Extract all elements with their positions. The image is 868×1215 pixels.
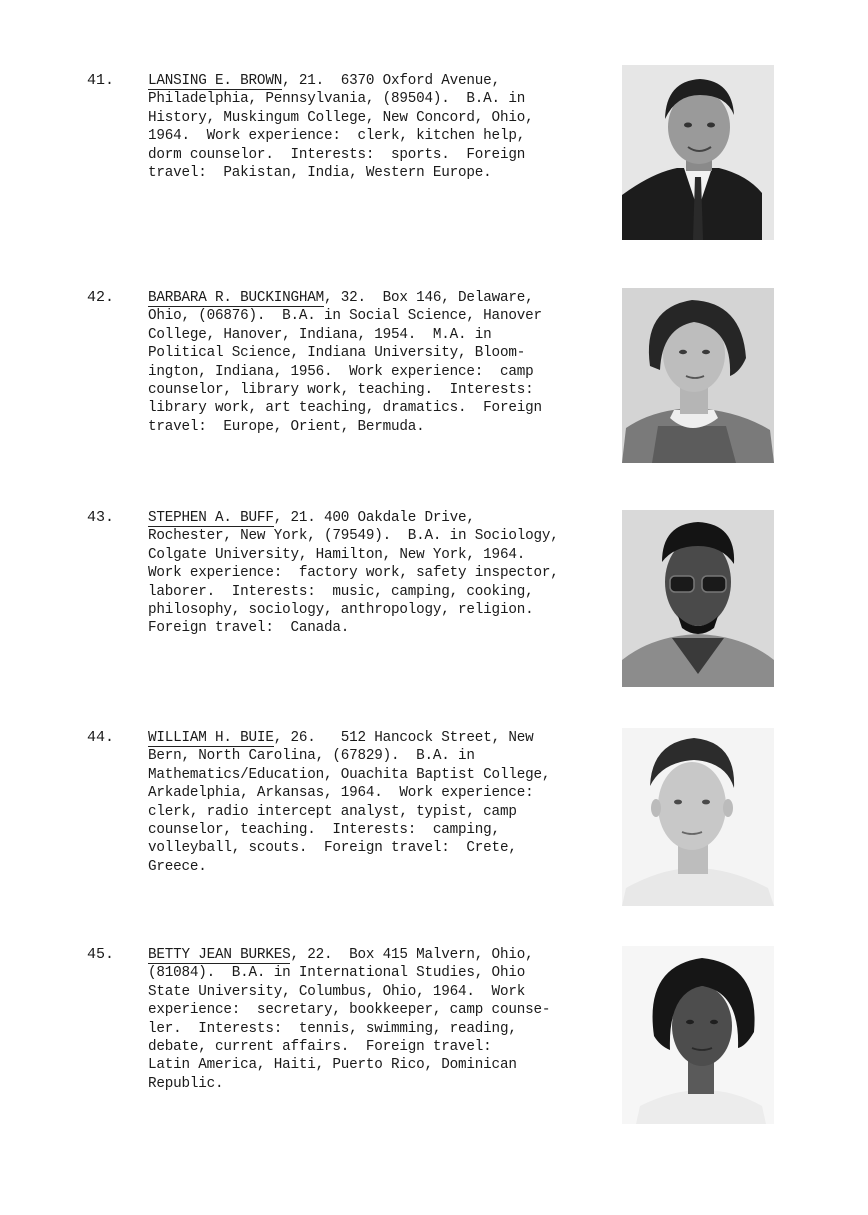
entry-line: Work experience: factory work, safety inspector, [148,565,559,582]
entry-line: travel: Pakistan, India, Western Europe. [148,165,492,182]
person-name: BARBARA R. BUCKINGHAM [148,290,324,306]
entry-text [148,289,598,436]
entry-line: Political Science, Indiana University, Bloom- [148,345,526,362]
entry-line: History, Muskingum College, New Concord, Ohio, [148,109,534,126]
entry-line: Rochester, New York, (79549). B.A. in Sociology, [148,528,559,545]
entry-number: 41. [87,72,115,89]
entry-line: Republic. [148,1075,224,1092]
entry-line: library work, art teaching, dramatics. Foreign [148,400,542,417]
entry-text [148,72,598,182]
entry-line: Ohio, (06876). B.A. in Social Science, Hanover [148,308,542,325]
entry-line: experience: secretary, bookkeeper, camp counse- [148,1002,551,1019]
entry-line: Arkadelphia, Arkansas, 1964. Work experience: [148,785,534,802]
entry-number: 42. [87,289,115,306]
entry-line: volleyball, scouts. Foreign travel: Crete, [148,840,517,857]
entry-text [148,946,598,1093]
entry-line: Colgate University, Hamilton, New York, 1964. [148,546,526,563]
person-name: BETTY JEAN BURKES [148,947,291,963]
entry-line: laborer. Interests: music, camping, cooking, [148,583,534,600]
entry-line: ler. Interests: tennis, swimming, reading, [148,1020,517,1037]
portrait-photo [622,728,774,906]
entry-number: 44. [87,729,115,746]
entry-line: Bern, North Carolina, (67829). B.A. in [148,748,475,765]
entry-line: counselor, library work, teaching. Interests: [148,382,534,399]
entry-line: ington, Indiana, 1956. Work experience: camp [148,363,534,380]
entry-line: Mathematics/Education, Ouachita Baptist College, [148,766,551,783]
entry-line: College, Hanover, Indiana, 1954. M.A. in [148,326,492,343]
entry-text [148,729,598,876]
entry-number: 43. [87,509,115,526]
person-name: LANSING E. BROWN [148,73,283,89]
entry-line: counselor, teaching. Interests: camping, [148,822,500,839]
portrait-photo [622,288,774,463]
portrait-photo [622,946,774,1124]
entry-line: travel: Europe, Orient, Bermuda. [148,418,425,435]
entry-line: Philadelphia, Pennsylvania, (89504). B.A. in [148,91,526,108]
entry-text [148,509,598,638]
entry-line: 1964. Work experience: clerk, kitchen help, [148,128,526,145]
entry-line: dorm counselor. Interests: sports. Foreign [148,146,526,163]
entry-number: 45. [87,946,115,963]
portrait-photo [622,65,774,240]
entry-line: debate, current affairs. Foreign travel: [148,1039,492,1056]
entry-first-line: , 21. 400 Oakdale Drive, [273,510,475,526]
entry-first-line: , 22. Box 415 Malvern, Ohio, [290,947,534,963]
entry-first-line: , 26. 512 Hancock Street, New [273,730,534,746]
entry-line: Foreign travel: Canada. [148,620,350,637]
entry-line: State University, Columbus, Ohio, 1964. Work [148,983,526,1000]
entry-line: Latin America, Haiti, Puerto Rico, Dominican [148,1057,517,1074]
person-name: STEPHEN A. BUFF [148,510,274,526]
portrait-photo [622,510,774,687]
entry-line: philosophy, sociology, anthropology, religion. [148,602,534,619]
person-name: WILLIAM H. BUIE [148,730,274,746]
entry-line: clerk, radio intercept analyst, typist, camp [148,803,517,820]
entry-line: Greece. [148,858,207,875]
entry-first-line: , 32. Box 146, Delaware, [323,290,534,306]
entry-first-line: , 21. 6370 Oxford Avenue, [282,73,500,89]
entry-line: (81084). B.A. in International Studies, Ohio [148,965,526,982]
